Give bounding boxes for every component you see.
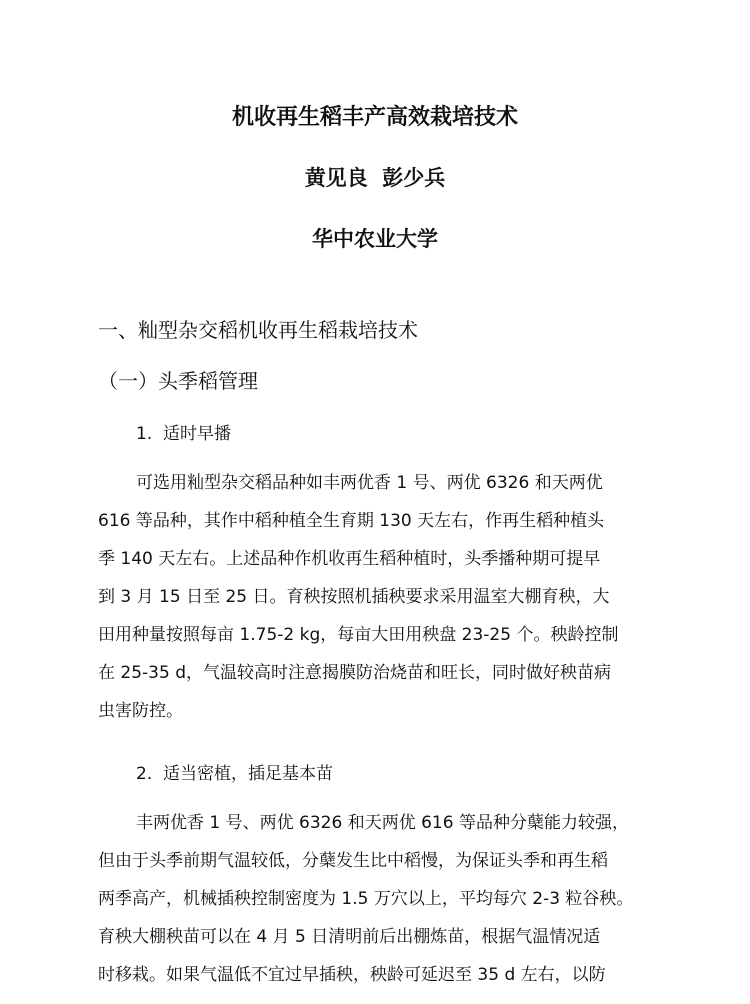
paragraph-line: 季 140 天左右。上述品种作机收再生稻种植时，头季播种期可提早: [98, 549, 601, 569]
paragraph-line: 到 3 月 15 日至 25 日。育秧按照机插秧要求采用温室大棚育秧，大: [98, 587, 610, 607]
item-heading-dense-planting: 2. 适当密植，插足基本苗: [136, 764, 334, 784]
paragraph-line: 虫害防控。: [98, 701, 183, 721]
paragraph-line: 两季高产，机械插秧控制密度为 1.5 万穴以上，平均每穴 2-3 粒谷秧。: [98, 889, 634, 909]
paragraph-line: 田用种量按照每亩 1.75-2 kg，每亩大田用秧盘 23-25 个。秧龄控制: [98, 625, 619, 645]
paragraph-line: 可选用籼型杂交稻品种如丰两优香 1 号、两优 6326 和天两优: [136, 473, 603, 493]
document-authors: 黄见良 彭少兵: [304, 166, 446, 190]
paragraph-line: 616 等品种，其作中稻种植全生育期 130 天左右，作再生稻种植头: [98, 511, 605, 531]
section-heading: 一、籼型杂交稻机收再生稻栽培技术: [98, 318, 418, 342]
paragraph-line: 时移栽。如果气温低不宜过早插秧，秧龄可延迟至 35 d 左右，以防: [98, 965, 606, 985]
paragraph-dense-planting: [98, 804, 658, 994]
paragraph-line: 但由于头季前期气温较低，分蘖发生比中稻慢，为保证头季和再生稻: [98, 851, 608, 871]
document-affiliation: 华中农业大学: [312, 227, 438, 251]
paragraph-line: 育秧大棚秧苗可以在 4 月 5 日清明前后出棚炼苗，根据气温情况适: [98, 927, 601, 947]
paragraph-early-sowing: [98, 464, 658, 730]
subsection-heading: （一）头季稻管理: [98, 369, 258, 393]
item-heading-early-sowing: 1. 适时早播: [136, 424, 232, 444]
document-title: 机收再生稻丰产高效栽培技术: [231, 105, 518, 130]
paragraph-line: 在 25-35 d，气温较高时注意揭膜防治烧苗和旺长，同时做好秧苗病: [98, 663, 611, 683]
paragraph-line: 丰两优香 1 号、两优 6326 和天两优 616 等品种分蘖能力较强，: [136, 813, 629, 833]
